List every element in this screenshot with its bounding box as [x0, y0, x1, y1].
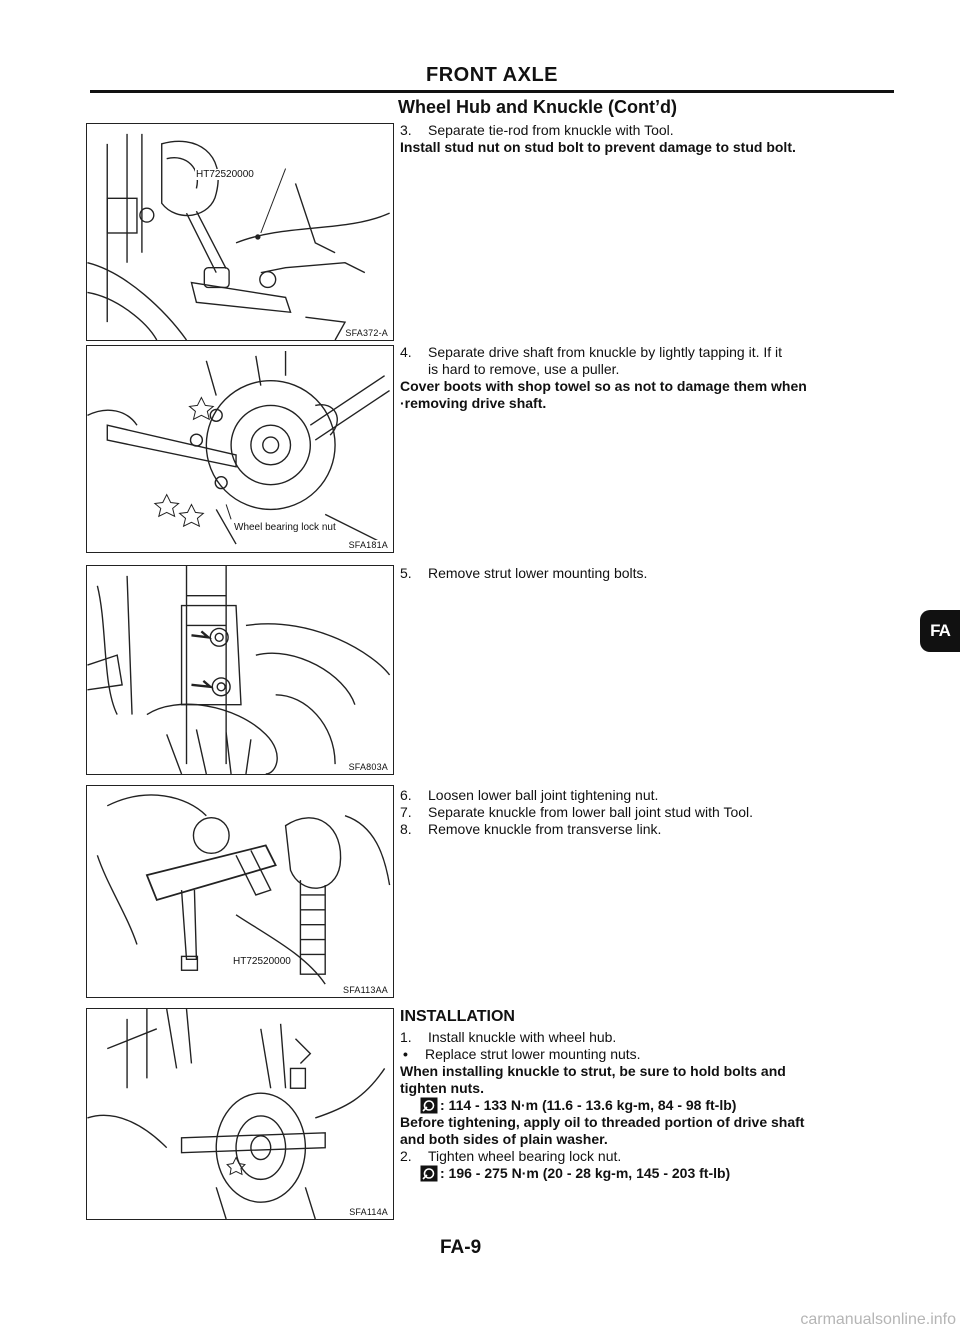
- torque-spec-2: : 196 - 275 N·m (20 - 28 kg-m, 145 - 203 ft-lb): [400, 1165, 898, 1182]
- page-number: FA-9: [440, 1237, 482, 1258]
- figure-tie-rod-separation: [86, 123, 394, 341]
- installation-note-1a: When installing knuckle to strut, be sure to hold bolts and: [400, 1063, 786, 1079]
- section-title: Wheel Hub and Knuckle (Cont’d): [398, 97, 677, 117]
- illustration-tie-rod: [87, 124, 393, 340]
- torque-wrench-icon: [420, 1165, 438, 1182]
- step-4-note-line-2: ·removing drive shaft.: [400, 395, 547, 411]
- figure-code: SFA181A: [348, 540, 388, 550]
- torque-wrench-icon: [420, 1097, 438, 1114]
- step-5-block: [400, 565, 898, 582]
- installation-bullet: • Replace strut lower mounting nuts.: [403, 1046, 641, 1062]
- step-4: 4. Separate drive shaft from knuckle by lightly tapping it. If it is hard to remove, use a puller.: [400, 344, 783, 377]
- step-3-block: [400, 122, 898, 156]
- installation-step-2: 2. Tighten wheel bearing lock nut.: [400, 1148, 622, 1164]
- watermark: carmanualsonline.info: [800, 1311, 956, 1328]
- step-5: 5. Remove strut lower mounting bolts.: [400, 565, 648, 581]
- illustration-strut: [87, 566, 393, 774]
- figure-drive-shaft-separation: [86, 345, 394, 553]
- figure-code: SFA372-A: [345, 328, 388, 338]
- section-name: FRONT AXLE: [425, 64, 559, 86]
- tool-callout: HT72520000: [196, 169, 254, 180]
- installation-block: [400, 1008, 898, 1182]
- figure-ball-joint-separation: [86, 785, 394, 998]
- steps-6-8-block: [400, 787, 898, 838]
- header-rule: [90, 90, 894, 93]
- installation-note-2b: and both sides of plain washer.: [400, 1131, 608, 1147]
- page-header: [90, 0, 894, 100]
- figure-code: SFA113AA: [343, 985, 388, 995]
- illustration-installation: [87, 1009, 393, 1219]
- step-6: 6. Loosen lower ball joint tightening nut.: [400, 787, 659, 803]
- tool-callout: HT72520000: [233, 956, 291, 967]
- installation-note-2a: Before tightening, apply oil to threaded portion of drive shaft: [400, 1114, 805, 1130]
- installation-note-1b: tighten nuts.: [400, 1080, 484, 1096]
- figure-code: SFA803A: [348, 762, 388, 772]
- section-tab-fa[interactable]: FA: [920, 610, 960, 652]
- step-7: 7. Separate knuckle from lower ball joint stud with Tool.: [400, 804, 754, 820]
- figure-installation: [86, 1008, 394, 1220]
- installation-heading: INSTALLATION: [400, 1008, 515, 1025]
- step-3: 3. Separate tie-rod from knuckle with Tool.: [400, 122, 674, 138]
- torque-spec-1: : 114 - 133 N·m (11.6 - 13.6 kg-m, 84 - 98 ft-lb): [400, 1097, 898, 1114]
- step-8: 8. Remove knuckle from transverse link.: [400, 821, 662, 837]
- lock-nut-callout: Wheel bearing lock nut: [234, 522, 336, 533]
- step-3-note: Install stud nut on stud bolt to prevent damage to stud bolt.: [400, 139, 796, 155]
- figure-strut-bolts: [86, 565, 394, 775]
- step-4-block: [400, 344, 898, 412]
- step-4-note-line-1: Cover boots with shop towel so as not to damage them when: [400, 378, 807, 394]
- installation-step-1: 1. Install knuckle with wheel hub.: [400, 1029, 617, 1045]
- figure-code: SFA114A: [349, 1207, 388, 1217]
